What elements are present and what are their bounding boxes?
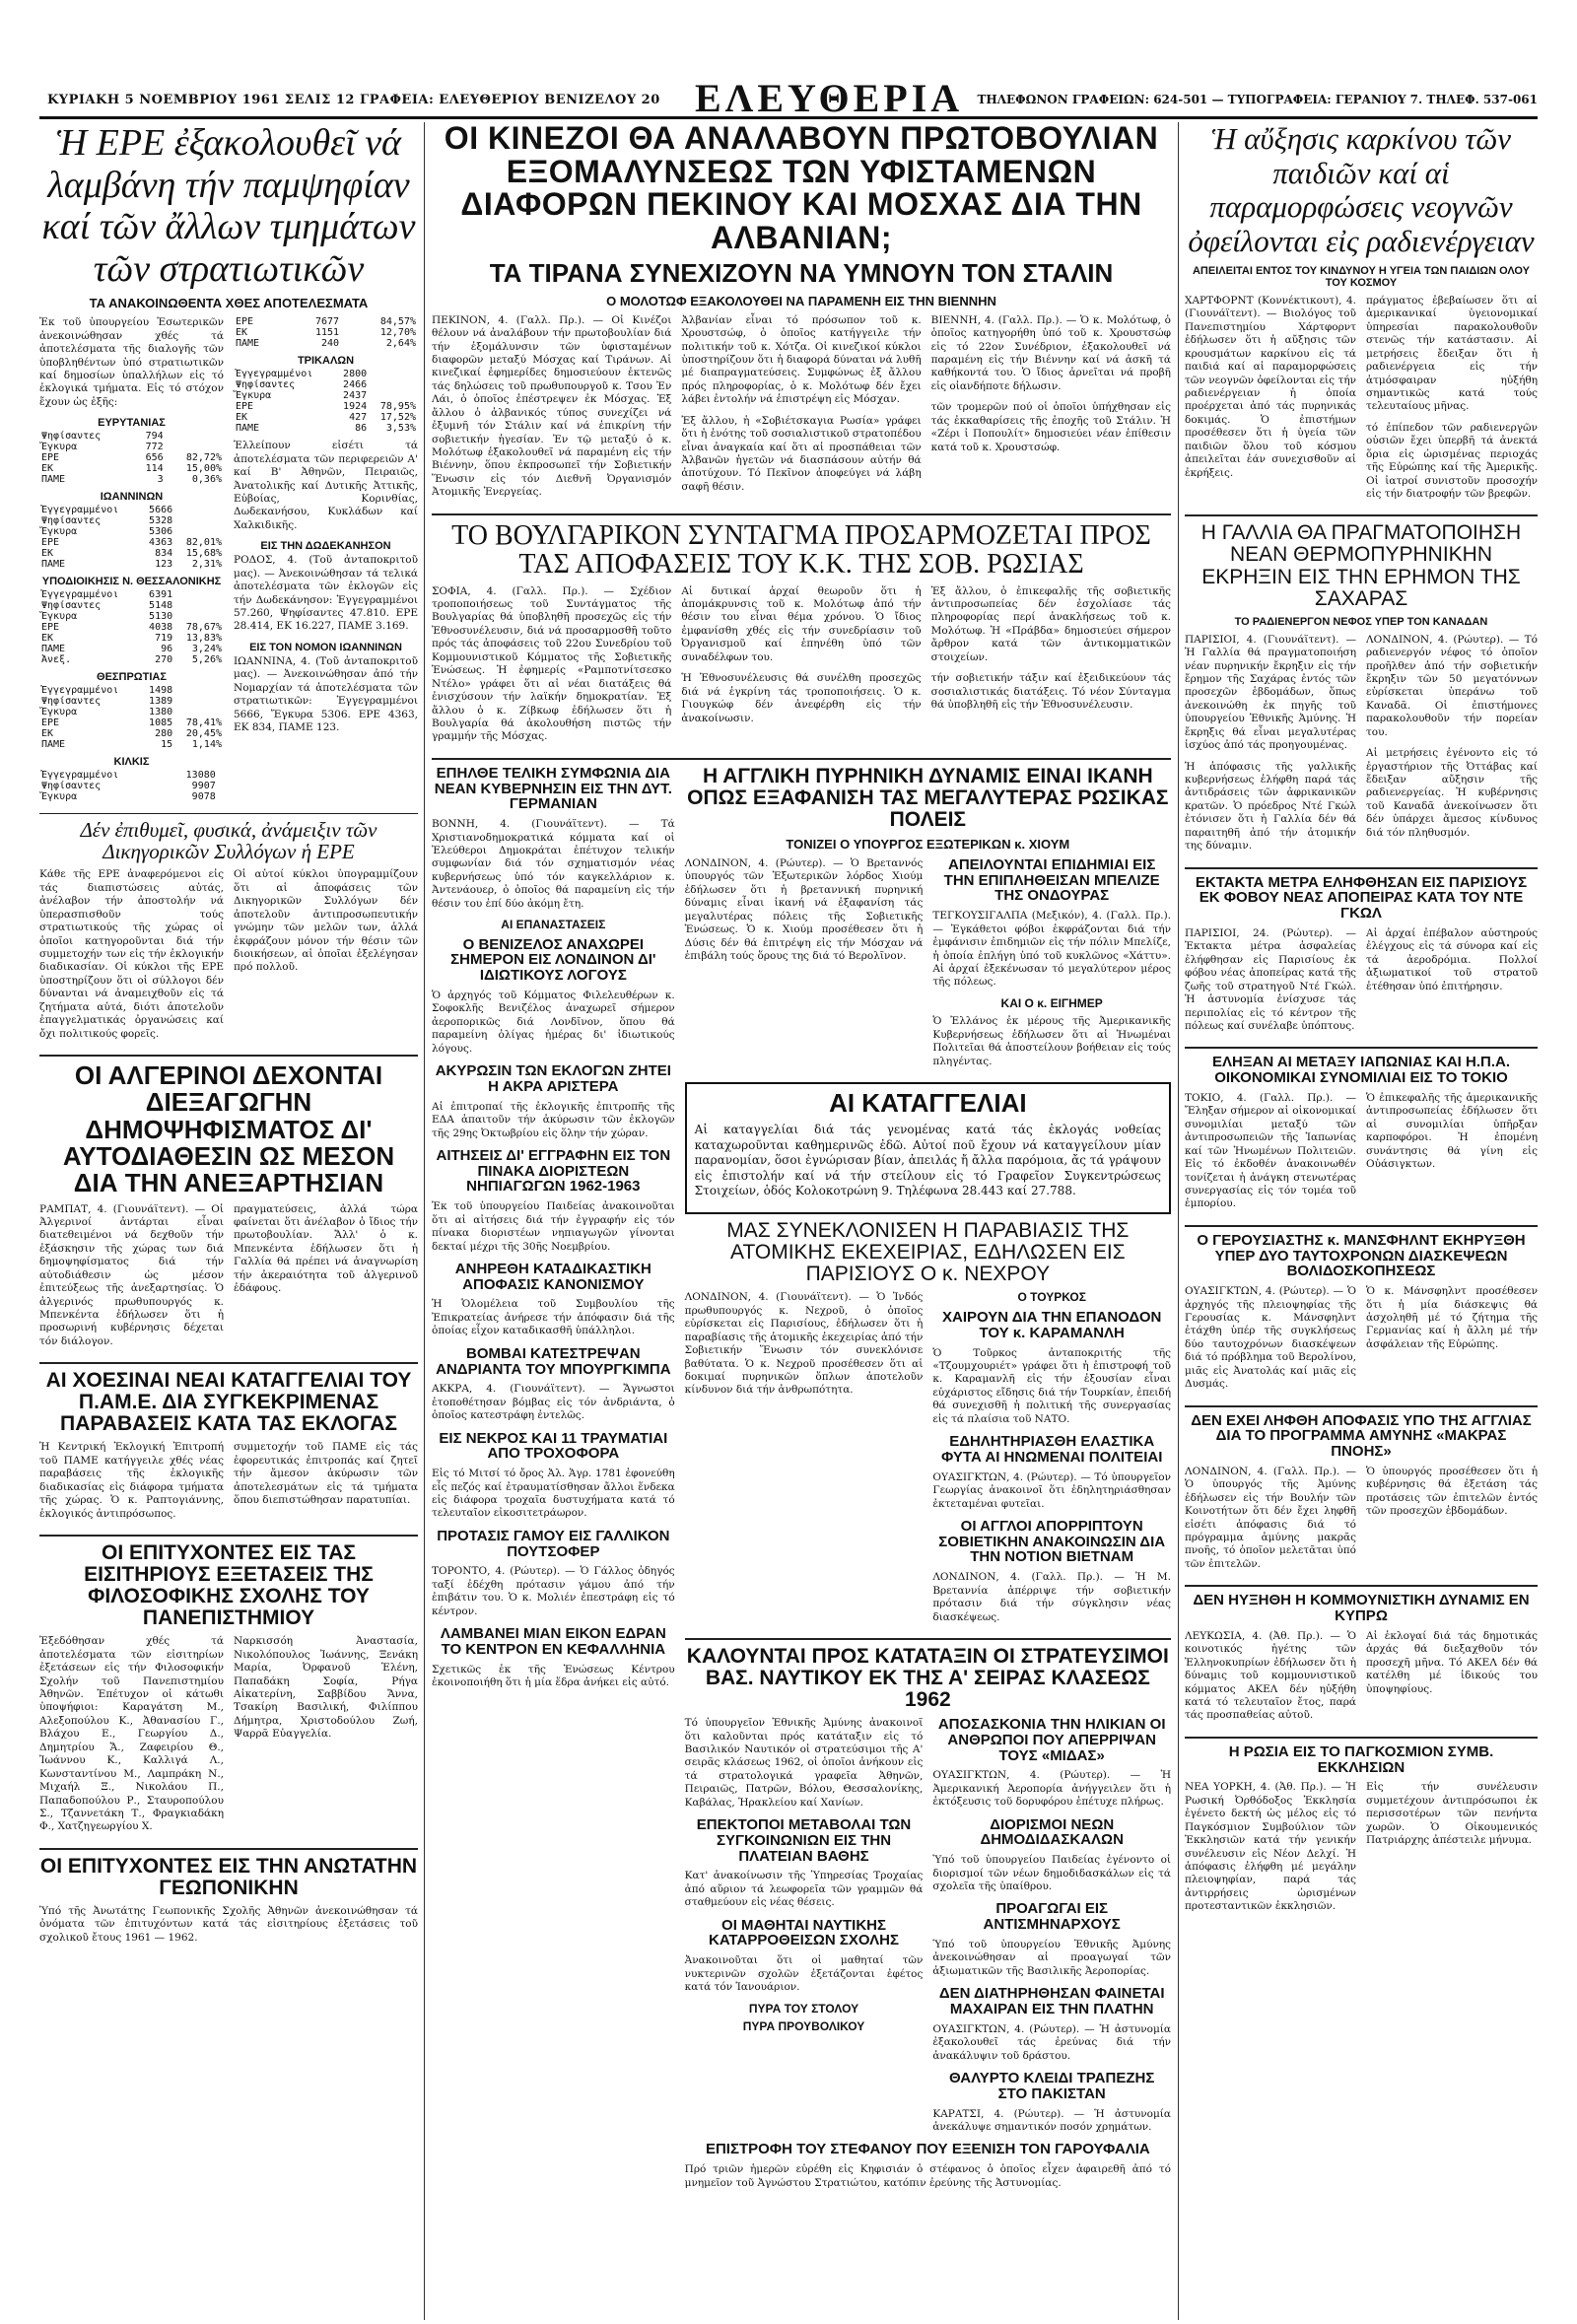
result-row <box>39 589 224 600</box>
article-body: ΛΟΝΔΙΝΟΝ, 4. (Ρώυτερ). — Τό ραδιενεργόν νέφος τό ὁποῖον προῆλθεν ἀπό τήν σοβιετικήν ἔκρηξιν τῶν 50 μεγατόννων εὑρίσκεται ὑπεράνω τοῦ Καναδᾶ. Οἱ ἐπιστήμονες παρακολουθοῦν τήν πορείαν του. <box>1366 633 1538 738</box>
result-row <box>39 611 224 622</box>
results-table <box>234 369 418 434</box>
headline-japan: ΕΛΗΞΑΝ ΑΙ ΜΕΤΑΞΥ ΙΑΠΩΝΙΑΣ ΚΑΙ Η.Π.Α. ΟΙΚΟΝΟΜΙΚΑΙ ΣΥΝΟΜΙΛΙΑΙ ΕΙΣ ΤΟ ΤΟΚΙΟ <box>1211 1054 1510 1087</box>
article-body: ΟΥΑΣΙΓΚΤΩΝ, 4. (Ρώυτερ). — Ἡ ἀστυνομία ἐξακολουθεῖ τάς ἐρεύνας διά τήν ἀνακάλυψιν τοῦ δράστου. <box>932 2022 1171 2062</box>
headline-nuclear: Η ΑΓΓΛΙΚΗ ΠΥΡΗΝΙΚΗ ΔΥΝΑΜΙΣ ΕΙΝΑΙ ΙΚΑΝΗ ΟΠΩΣ ΕΞΑΦΑΝΙΣΗ ΤΑΣ ΜΕΓΑΛΥΤΕΡΑΣ ΡΩΣΙΚΑΣ ΠΟΛΕΙΣ <box>687 764 1169 831</box>
result-row <box>39 781 224 791</box>
result-cell: 9078 <box>191 791 216 803</box>
column-left <box>39 122 418 2320</box>
result-cell: ΠΑΜΕ <box>41 644 66 655</box>
headline-lawyers: Δέν ἐπιθυμεῖ, φυσικά, ἀνάμειξιν τῶν Δικηγορικῶν Συλλόγων ἡ ΕΡΕ <box>80 818 377 864</box>
section-head: ΠΥΡΑ ΤΟΥ ΣΤΟΛΟΥ <box>748 2001 859 2016</box>
article-body: Αἱ μετρήσεις ἐγένοντο εἰς τό ἐργαστήριον τῆς Ὀττάβας καί ἔδειξαν αὔξησιν τῆς ραδιενεργείας. Ἡ κυβέρνησις τοῦ Καναδᾶ ἀνεκοίνωσεν ὅτι δέν ὑπάρχει ἄμεσος κίνδυνος διά τόν πληθυσμόν. <box>1366 747 1538 839</box>
result-cell: 15 <box>161 739 173 751</box>
result-cell <box>174 611 224 622</box>
result-cell: ΕΡΕ <box>41 622 60 634</box>
headline-cyprus: ΔΕΝ ΗΥΞΗΘΗ Η ΚΟΜΜΟΥΝΙΣΤΙΚΗ ΔΥΝΑΜΙΣ ΕΝ ΚΥΠΡΩ <box>1193 1592 1530 1625</box>
headline-nehru: ΜΑΣ ΣΥΝΕΚΛΟΝΙΣΕΝ Η ΠΑΡΑΒΙΑΣΙΣ ΤΗΣ ΑΤΟΜΙΚΗΣ ΕΚΕΧΕΙΡΙΑΣ, ΕΔΗΛΩΣΕΝ ΕΙΣ ΠΑΡΙΣΙΟΥΣ Ο κ. ΝΕΧΡΟΥ <box>726 1219 1130 1286</box>
article-body: Αἱ ἐπιτροπαί τῆς ἐκλογικῆς ἐπιτροπῆς τῆς ΕΔΑ ἀπαιτοῦν τήν ἀκύρωσιν τῶν ἐκλογῶν τῆς 29ης Ὀκτωβρίου εἰς ὅλην τήν χώραν. <box>432 1100 675 1139</box>
result-row <box>39 770 224 781</box>
result-row <box>234 327 418 338</box>
headline-france-nuclear: Η ΓΑΛΛΙΑ ΘΑ ΠΡΑΓΜΑΤΟΠΟΙΗΣΗ ΝΕΑΝ ΘΕΡΜΟΠΥΡΗΝΙΚΗΝ ΕΚΡΗΞΙΝ ΕΙΣ ΤΗΝ ΕΡΗΜΟΝ ΤΗΣ ΣΑΧΑΡΑΣ <box>1200 521 1522 610</box>
result-cell: 2437 <box>343 390 368 402</box>
result-row <box>39 463 224 474</box>
article-body: ΟΥΑΣΙΓΚΤΩΝ, 4. (Ρώυτερ). — Τό ὑπουργεῖον Γεωργίας ἀνακοινοῖ ὅτι ἐδηλητηριάσθησαν ἐκτεταμέναι φυτεῖαι. <box>932 1470 1171 1510</box>
headline-navy: ΚΑΛΟΥΝΤΑΙ ΠΡΟΣ ΚΑΤΑΤΑΞΙΝ ΟΙ ΣΤΡΑΤΕΥΣΙΜΟΙ ΒΑΣ. ΝΑΥΤΙΚΟΥ ΕΚ ΤΗΣ Α' ΣΕΙΡΑΣ ΚΛΑΣΕΩΣ 1962 <box>686 1644 1169 1712</box>
article-body: τήν σοβιετικήν τάξιν καί ἐξειδικεύουν τάς σοσιαλιστικάς διατάξεις. Τό νέον Σύνταγμα θά ὑποβληθῆ εἰς τήν Ἐθνοσυνέλευσιν. <box>930 672 1171 712</box>
article-body: ΠΕΚΙΝΟΝ, 4. (Γαλλ. Πρ.). — Οἱ Κινέζοι θέλουν νά ἀναλάβουν τήν πρωτοβουλίαν διά τήν ἐξομάλυνσιν τῶν ὑφισταμένων διαφορῶν μεταξύ Μόσχας καί Τιράνων. Αἱ κινεζικαί ἐφημερίδες δημοσιεύουν ἐκτενῶς τάς δηλώσεις τοῦ πρωθυπουργοῦ κ. Τσου Ἐν Λάι, ὁ ὁποῖος ἐπέστρεψεν ἐκ Μόσχας. Ἐξ ἄλλου ὁ ἀλβανικός τύπος συνεχίζει νά ἐξυμνῆ τόν Στάλιν καί νά ἐπικρίνη τήν σοβιετικήν ἡγεσίαν. Ἐν τῷ μεταξύ ὁ κ. Μολότωφ ἐξακολουθεῖ νά παραμένη εἰς τήν Βιέννην, ὅπου ἐκπροσωπεῖ τήν Σοβιετικήν Ἕνωσιν εἰς τόν Διεθνῆ Ὀργανισμόν Ἀτομικῆς Ἐνεργείας. <box>432 313 672 499</box>
article-body: Πρό τριῶν ἡμερῶν εὑρέθη εἰς Κηφισιάν ὁ στέφανος ὁ ὁποῖος εἶχεν ἀφαιρεθῆ ἀπό τό μνημεῖον τοῦ Ἀγνώστου Στρατιώτου, κατόπιν ἐρεύνης τῆς Ἀστυνομίας. <box>684 2163 1171 2189</box>
result-cell: 772 <box>145 442 164 453</box>
result-cell: Ψηφίσαντες <box>236 379 296 391</box>
article-body: Αἱ ἀρχαί ἐπέβαλον αὐστηρούς ἐλέγχους εἰς τά σύνορα καί εἰς τά ἀεροδρόμια. Πολλοί ἀξιωματικοί τοῦ στρατοῦ ἐτέθησαν ὑπό ἐπιτήρησιν. <box>1366 926 1538 992</box>
result-row <box>39 654 224 665</box>
result-cell: 82,01% <box>185 537 222 549</box>
article-body: ΤΕΓΚΟΥΣΙΓΑΛΠΑ (Μεξικόν), 4. (Γαλλ. Πρ.). — Ἐγκάθετοι φόβοι ἐκφράζονται διά τήν ἐμφάνισιν ἐπιδημιῶν εἰς τήν πόλιν Μπελίζε, ἡ ὁποία ἐπλήγη ὑπό τοῦ κυκλῶνος «Χάττυ». Αἱ ἀρχαί ἐξεκένωσαν τό μεγαλύτερον μέρος τῆς πόλεως. <box>932 910 1171 989</box>
result-cell: Ἀνεξ. <box>41 654 72 666</box>
headline-venizelos: Ο ΒΕΝΙΖΕΛΟΣ ΑΝΑΧΩΡΕΙ ΣΗΜΕΡΟΝ ΕΙΣ ΛΟΝΔΙΝΟΝ ΔΙ' ΙΔΙΩΤΙΚΟΥΣ ΛΟΓΟΥΣ <box>450 935 656 985</box>
article-body: Ὁ ὑπουργός προσέθεσεν ὅτι ἡ κυβέρνησις θά ἐξετάση τάς προτάσεις τῶν ἐπιτελῶν ἐντός τῶν προσεχῶν ἑβδομάδων. <box>1366 1465 1538 1518</box>
article-body: Ὑπό τοῦ ὑπουργείου Παιδείας ἐγένοντο οἱ διορισμοί τῶν νέων δημοδιδασκάλων εἰς τά σχολεῖα τῆς ὑπαίθρου. <box>932 1854 1171 1893</box>
article-body: Ἐξ ἄλλου, ὁ ἐπικεφαλῆς τῆς σοβιετικῆς ἀντιπροσωπείας δέν ἐσχολίασε τάς πληροφορίας περί ἀνακλήσεως τοῦ κ. Μολότωφ. Ἡ «Πράβδα» δημοσιεύει σήμερον ἄρθρον κατά τῶν ἀντικομματικῶν στοιχείων. <box>930 584 1171 663</box>
headline-algeria: ΟΙ ΑΛΓΕΡΙΝΟΙ ΔΕΧΟΝΤΑΙ ΔΙΕΞΑΓΩΓΗΝ ΔΗΜΟΨΗΦΙΣΜΑΤΟΣ ΔΙ' ΑΥΤΟΔΙΑΘΕΣΙΝ ΩΣ ΜΕΣΟΝ ΔΙΑ ΤΗΝ ΑΝΕΞΑΡΤΗΣΙΑΝ <box>62 1060 395 1198</box>
result-cell <box>174 696 224 707</box>
article-body: ΚΑΡΑΤΣΙ, 4. (Ρώυτερ). — Ἡ ἀστυνομία ἀνεκάλυψε σημαντικόν ποσόν χρημάτων. <box>932 2107 1171 2134</box>
result-row <box>39 600 224 611</box>
newspaper-title: ΕΛΕΥΘΕΡΙΑ <box>695 76 964 120</box>
result-cell: 13,83% <box>185 633 222 645</box>
result-cell: 3,24% <box>191 644 222 655</box>
result-cell: 13080 <box>185 770 216 782</box>
result-row <box>39 515 224 526</box>
article-body: Ὑπό τῆς Ἀνωτάτης Γεωπονικῆς Σχολῆς Ἀθηνῶν ἀνεκοινώθησαν τά ὀνόματα τῶν ἐπιτυχόντων κατά τάς εἰσιτηρίους ἐξετάσεις τοῦ σχολικοῦ ἔτους 1961 — 1962. <box>39 1904 418 1944</box>
article-body: ΧΑΡΤΦΟΡΝΤ (Κοννέκτικουτ), 4. (Γιουνάϊτεντ). — Βιολόγος τοῦ Πανεπιστημίου Χάρτφορντ ἐδήλωσεν ὅτι ἡ αὔξησις τῶν κρουσμάτων καρκίνου εἰς τά παιδιά καί αἱ παραμορφώσεις τῶν νεογνῶν ὀφείλονται εἰς τήν ραδιενέργειαν ἡ ὁποία προέρχεται ἀπό τάς πυρηνικάς δοκιμάς. Ὁ ἐπιστήμων προσέθεσεν ὅτι ἡ ὑγεία τῶν παιδιῶν ὅλου τοῦ κόσμου ἀπειλεῖται ἐάν συνεχισθοῦν αἱ ἐκρήξεις. <box>1185 294 1356 479</box>
article-body: Αἱ ἐκλογαί διά τάς δημοτικάς ἀρχάς θά διεξαχθοῦν τόν προσεχῆ μῆνα. Τό ΑΚΕΛ δέν θά κατέλθη μέ ἰδικούς του ὑποψηφίους. <box>1366 1629 1538 1695</box>
result-cell: ΕΚ <box>41 633 54 645</box>
article-body: ΤΟΡΟΝΤΟ, 4. (Ρώυτερ). — Ὁ Γάλλος ὁδηγός ταξί ἐδέχθη πρότασιν γάμου ἀπό τήν ἐπιβάτιν του. Ὁ κ. Μολιέν ἐπεστράφη εἰς τό κέντρον. <box>432 1565 675 1617</box>
section-head: ΙΩΑΝΝΙΝΩΝ <box>100 491 164 504</box>
result-cell: 5148 <box>149 600 173 612</box>
result-row <box>39 644 224 654</box>
result-cell <box>166 431 224 442</box>
column-right <box>1185 122 1538 2320</box>
result-row <box>234 412 418 423</box>
result-cell: ΕΡΕ <box>236 316 254 328</box>
result-cell: ΕΚ <box>41 548 54 560</box>
result-row <box>39 685 224 696</box>
result-row <box>39 696 224 707</box>
result-row <box>234 379 418 390</box>
result-cell <box>218 781 224 791</box>
article-body: Αἱ δυτικαί ἀρχαί θεωροῦν ὅτι ἡ ἀπομάκρυνσις τοῦ κ. Μολότωφ ἀπό τήν θέσιν του εἶναι θέμα χρόνου. Ὁ ἴδιος ἐμφανίσθη χθές εἰς τήν συνεδρίασιν τοῦ Ὀργανισμοῦ καί ἐπηνέθη ὑπό τῶν συναδέλφων του. <box>681 584 922 663</box>
box-body: Αἱ καταγγελίαι διά τάς γενομένας κατά τάς ἐκλογάς νοθείας καταχωροῦνται καθημερινῶς ἐδῶ. Αὐτοί ποῦ ἔχουν νά καταγγείλουν μίαν παρανομίαν, ὅσοι ἐγνώρισαν βίαν, ἀπειλάς ἤ ἄλλα παρόμοια, ἄς τά γράψουν εἰς ἐπιστολήν καί νά τήν στείλουν εἰς τό Γραφεῖον Συγκεντρώσεως Στοιχείων, ὁδός Κολοκοτρώνη 9. Τηλέφωνα 28.443 καί 27.788. <box>694 1123 1161 1197</box>
result-row <box>39 474 224 485</box>
result-row <box>39 431 224 442</box>
result-cell: ΕΡΕ <box>41 537 60 549</box>
results-table <box>39 431 224 485</box>
section-head: ΕΥΡΥΤΑΝΙΑΣ <box>98 417 166 430</box>
result-row <box>234 316 418 327</box>
result-row <box>39 452 224 463</box>
headline-tirana: ΤΑ ΤΙΡΑΝΑ ΣΥΝΕΧΙΖΟΥΝ ΝΑ ΥΜΝΟΥΝ ΤΟΝ ΣΤΑΛΙΝ <box>489 258 1114 289</box>
result-cell <box>218 791 224 802</box>
result-cell: ΠΑΜΕ <box>41 474 66 486</box>
result-cell: 1085 <box>149 718 173 729</box>
headline-cancer: Ἡ αὔξησις καρκίνου τῶν παιδιῶν καί αἱ παραμορφώσεις νεογνῶν ὀφείλονται εἰς ραδιενέργειαν <box>1188 122 1535 259</box>
result-cell: Ἔγκυρα <box>41 707 78 718</box>
article-body: ΡΟΔΟΣ, 4. (Τοῦ ἀνταποκριτοῦ μας). — Ἀνεκοινώθησαν τά τελικά ἀποτελέσματα τῶν ἐκλογῶν εἰς τήν Δωδεκάνησον: Ἐγγεγραμμένοι 57.260, Ψηφίσαντες 47.810. ΕΡΕ 28.414, ΕΚ 16.227, ΠΑΜΕ 3.169. <box>234 554 418 633</box>
result-cell: Ἔγκυρα <box>41 611 78 623</box>
result-cell: 2466 <box>343 379 368 391</box>
article-body: Ἐκ τοῦ ὑπουργείου Παιδείας ἀνακοινοῦται ὅτι αἱ αἰτήσεις διά τήν ἐγγραφήν εἰς τόν πίνακα διοριστέων νηπιαγωγῶν γίνονται δεκταί μέχρι τῆς 30ῆς Νοεμβρίου. <box>432 1200 675 1253</box>
headline-wreath: ΕΠΙΣΤΡΟΦΗ ΤΟΥ ΣΤΕΦΑΝΟΥ ΠΟΥ ΕΞΕΝΙΣΗ ΤΟΝ ΓΑΡΟΥΦΑΛΙΑ <box>705 2141 1150 2158</box>
result-cell: 656 <box>145 452 164 464</box>
article-body: ΒΟΝΝΗ, 4. (Γιουνάϊτεντ). — Τά Χριστιανοδημοκρατικά κόμματα καί οἱ Ἐλεύθεροι Δημοκράται ἐπέτυχον τελικήν συμφωνίαν διά τόν σχηματισμόν νέας κυβερνήσεως ὑπό τόν καγκελλάριον κ. Ἀντενάουερ, ὁ ὁποῖος θά παραμείνη εἰς τήν θέσιν του ἐπί δύο ἀκόμη ἔτη. <box>432 818 675 910</box>
result-cell <box>174 685 224 696</box>
article-body: ΣΟΦΙΑ, 4. (Γαλλ. Πρ.). — Σχέδιον τροποποιήσεως τοῦ Συντάγματος τῆς Βουλγαρίας θά ὑποβληθῆ προσεχῶς εἰς τήν Ἐθνοσυνέλευσιν, διά νά προσαρμοσθῆ τοῦτο πρός τάς ἀποφάσεις τοῦ 22ου Συνεδρίου τοῦ Κομμουνιστικοῦ Κόμματος τῆς Σοβιετικῆς Ἑνώσεως. Ἡ ἐφημερίς «Ραμποτνίτσεσκο Ντέλο» γράφει ὅτι αἱ νέαι διατάξεις θά ἐνισχύσουν τήν λαϊκήν δημοκρατίαν. Ἐξ ἄλλου ὁ κ. Ζίβκωφ ἐδήλωσεν ὅτι ἡ Βουλγαρία θά ἀκολουθήση πιστῶς τήν γραμμήν τῆς Μόσχας. <box>432 584 672 743</box>
section-head: ΚΑΙ Ο κ. ΕΙΓΗΜΕΡ <box>1000 995 1103 1010</box>
headline-vietnam: ΟΙ ΑΓΓΛΟΙ ΑΠΟΡΡΙΠΤΟΥΝ ΣΟΒΙΕΤΙΚΗΝ ΑΝΑΚΟΙΝΩΣΙΝ ΔΙΑ ΤΗΝ ΝΟΤΙΟΝ ΒΙΕΤΝΑΜ <box>938 1517 1166 1566</box>
article-body: Ὁ ἀρχηγός τοῦ Κόμματος Φιλελευθέρων κ. Σοφοκλῆς Βενιζέλος ἀναχωρεῖ σήμερον ἀεροπορικῶς διά Λονδῖνον, ὅπου θά παραμείνη ὀλίγας ἡμέρας δι' ἰδιωτικούς λόγους. <box>432 989 675 1055</box>
article-body: Ὁ κ. Μάνσφηλντ προσέθεσεν ὅτι ἡ μία διάσκεψις θά ἀσχοληθῆ μέ τό ζήτημα τῆς Γερμανίας καί ἡ ἄλλη μέ τήν ἀσφάλειαν τῆς Εὐρώπης. <box>1366 1285 1538 1350</box>
headline-ere: Ἡ ΕΡΕ ἐξακολουθεῖ νά λαμβάνη τήν παμψηφίαν καί τῶν ἄλλων τμημάτων τῶν στρατιωτικῶν <box>41 122 416 290</box>
result-cell: 114 <box>145 463 164 475</box>
result-cell: 5,26% <box>191 654 222 666</box>
result-cell <box>369 369 418 379</box>
result-row <box>39 537 224 548</box>
headline-philosophy: ΟΙ ΕΠΙΤΥΧΟΝΤΕΣ ΕΙΣ ΤΑΣ ΕΙΣΙΤΗΡΙΟΥΣ ΕΞΕΤΑΣΕΙΣ ΤΗΣ ΦΙΛΟΣΟΦΙΚΗΣ ΣΧΟΛΗΣ ΤΟΥ ΠΑΝΕΠΙΣΤΗΜΙΟΥ <box>84 1541 374 1630</box>
result-cell <box>174 707 224 718</box>
section-head: ΑΙ ΕΠΑΝΑΣΤΑΣΕΙΣ <box>501 918 606 932</box>
article-body: Ἐξ ἄλλου, ἡ «Σοβιέτσκαγια Ρωσία» γράφει ὅτι ἡ ἑνότης τοῦ σοσιαλιστικοῦ στρατοπέδου εἶναι ἀναγκαία καί ὅτι αἱ προσπάθειαι τῶν Ἀλβανῶν ἡγετῶν νά διασπάσουν αὐτήν θά ἀποτύχουν. Τό Πεκῖνον ἀποφεύγει νά λάβη σαφῆ θέσιν. <box>681 414 922 493</box>
headline-turkish: ΧΑΙΡΟΥΝ ΔΙΑ ΤΗΝ ΕΠΑΝΟΔΟΝ ΤΟΥ κ. ΚΑΡΑΜΑΝΛΗ <box>942 1309 1162 1341</box>
article-body: Ἡ ἀπόφασις τῆς γαλλικῆς κυβερνήσεως ἐλήφθη παρά τάς ἀντιδράσεις τῶν ἀφρικανικῶν κρατῶν. Ὁ πρόεδρος Ντέ Γκώλ ἐτόνισεν ὅτι ἡ Γαλλία δέν θά παραιτηθῆ ἀπό τήν ἀτομικήν της δύναμιν. <box>1185 760 1356 853</box>
result-cell: ΕΚ <box>236 412 248 424</box>
headline-plants: ΕΔΗΛΗΤΗΡΙΑΣΘΗ ΕΛΑΣΤΙΚΑ ΦΥΤΑ ΑΙ ΗΝΩΜΕΝΑΙ ΠΟΛΙΤΕΙΑΙ <box>941 1433 1163 1466</box>
article-body: Ὑπό τοῦ ὑπουργείου Ἐθνικῆς Ἀμύνης ἀνεκοινώθησαν αἱ προαγωγαί τῶν ἀξιωματικῶν τῆς Βασιλικῆς Ἀεροπορίας. <box>932 1938 1171 1977</box>
masthead <box>39 77 1538 119</box>
result-cell: 834 <box>155 548 173 560</box>
result-row <box>39 622 224 633</box>
article-body: Ἀνακοινοῦται ὅτι οἱ μαθηταί τῶν νυκτερινῶν σχολῶν ἐξετάζονται ἐφέτος κατά τόν Ἰανουάριον. <box>684 1954 924 1994</box>
article-body: Ἐξεδόθησαν χθές τά ἀποτελέσματα τῶν εἰσιτηρίων ἐξετάσεων εἰς τήν Φιλοσοφικήν Σχολήν τοῦ Πανεπιστημίου Ἀθηνῶν. Ἐπέτυχον οἱ κάτωθι ὑποψήφιοι: Καραγάτση Μ., Αλεξοπούλου Κ., Ἀθανασίου Γ., Βλάχου Ε., Γεωργίου Δ., Δημητρίου Ἄ., Ζαφειρίου Θ., Ἰωάννου Κ., Καλλιγά Λ., Κωνσταντίνου Μ., Λαμπράκη Ν., Μιχαήλ Ξ., Νικολάου Π., Παπαδοπούλου Ρ., Σταυροπούλου Σ., Τζαννετάκη Τ., Φραγκιαδάκη Φ., Χατζηγεωργίου Χ. <box>39 1635 224 1833</box>
headline-kindergarten: ΑΙΤΗΣΕΙΣ ΔΙ' ΕΓΓΡΑΦΗΝ ΕΙΣ ΤΟΝ ΠΙΝΑΚΑ ΔΙΟΡΙΣΤΕΩΝ ΝΗΠΙΑΓΩΓΩΝ 1962-1963 <box>436 1146 671 1196</box>
article-body: Ἡ Ἐθνοσυνέλευσις θά συνέλθη προσεχῶς διά νά ἐγκρίνη τάς τροποποιήσεις. Ὁ κ. Γιουγκώφ δέν ἀνεφέρθη εἰς τήν ἀνακοίνωσιν. <box>681 672 922 724</box>
article-body: ΒΙΕΝΝΗ, 4. (Γαλλ. Πρ.). — Ὁ κ. Μολότωφ, ὁ ὁποῖος κατηγορήθη ὑπό τοῦ κ. Χρουστσώφ εἰς τό 22ον Συνέδριον, ἐξακολουθεῖ νά παραμένη εἰς τήν Βιέννην καί νά ἀσκῆ τά καθήκοντά του. Ὁ ἴδιος ἀρνεῖται νά προβῆ εἰς οἱανδήποτε δήλωσιν. <box>930 313 1171 392</box>
result-cell: 78,95% <box>379 401 416 413</box>
result-cell: Ἐγγεγραμμένοι <box>236 369 313 380</box>
box-title: ΑΙ ΚΑΤΑΓΓΕΛΙΑΙ <box>829 1088 1027 1119</box>
headline-china: ΟΙ ΚΙΝΕΖΟΙ ΘΑ ΑΝΑΛΑΒΟΥΝ ΠΡΩΤΟΒΟΥΛΙΑΝ ΕΞΟΜΑΛΥΝΣΕΩΣ ΤΩΝ ΥΦΙΣΤΑΜΕΝΩΝ ΔΙΑΦΟΡΩΝ ΠΕΚΙΝΟΥ ΚΑΙ ΜΟΣΧΑΣ ΔΙΑ ΤΗΝ ΑΛΒΑΝΙΑΝ; <box>444 122 1159 255</box>
results-table <box>39 505 224 570</box>
headline-decision: ΑΝΗΡΕΘΗ ΚΑΤΑΔΙΚΑΣΤΙΚΗ ΑΠΟΦΑΣΙΣ ΚΑΝΟΝΙΣΜΟΥ <box>454 1260 651 1293</box>
result-cell: 1,14% <box>191 739 222 751</box>
headline-de-gaulle: ΕΚΤΑΚΤΑ ΜΕΤΡΑ ΕΛΗΦΘΗΣΑΝ ΕΙΣ ΠΑΡΙΣΙΟΥΣ ΕΚ ΦΟΒΟΥ ΝΕΑΣ ΑΠΟΠΕΙΡΑΣ ΚΑΤΑ ΤΟΥ ΝΤΕ ΓΚΩΛ <box>1195 873 1528 923</box>
article-body: ΟΥΑΣΙΓΚΤΩΝ, 4. (Ρώυτερ). — Ἡ Ἀμερικανική Ἀεροπορία ἀνήγγειλεν ὅτι ἡ ἐκτόξευσις τοῦ δορυφόρου ἐπέτυχε πλήρως. <box>932 1769 1171 1809</box>
article-body: Ἡ Κεντρική Ἐκλογική Ἐπιτροπή τοῦ ΠΑΜΕ κατήγγειλε χθές νέας παραβάσεις τῆς ἐκλογικῆς διαδικασίας εἰς διάφορα τμήματα τῆς χώρας. Ὁ κ. Ραπτογιάννης, ἐκλογικός ἀντιπρόσωπος. <box>39 1441 224 1520</box>
result-cell: 84,57% <box>379 316 416 328</box>
result-cell: Ἔγκυρα <box>236 390 272 402</box>
masthead-phone-line: ΤΗΛΕΦΩΝΟΝ ΓΡΑΦΕΙΩΝ: 624-501 — ΤΥΠΟΓΡΑΦΕΙΑ: ΓΕΡΑΝΙΟΥ 7. ΤΗΛΕΦ. 537-061 <box>977 93 1538 106</box>
headline-midas: ΑΠΟΣΑΣΚΟΝΙΑ ΤΗΝ ΗΛΙΚΙΑΝ ΟΙ ΑΝΘΡΩΠΟΙ ΠΟΥ ΑΠΕΡΡΙΨΑΝ ΤΟΥΣ «ΜΙΔΑΣ» <box>937 1716 1166 1764</box>
section-head: Ο ΤΟΥΡΚΟΣ <box>1017 1290 1086 1305</box>
result-cell: 3,53% <box>385 423 416 435</box>
result-cell <box>369 379 418 390</box>
result-cell: 5328 <box>149 515 173 527</box>
article-intro: Ἐκ τοῦ ὑπουργείου Ἐσωτερικῶν ἀνεκοινώθησαν χθές τά ἀποτελέσματα τῆς διαλογῆς τῶν ὑποβληθέντων ὑπό στρατιωτικῶν καί δημοσίων ὑπαλλήλων εἰς τό ἐκλογικά τμήματα. Εἰς τό στόχον ἔχουν ὡς ἑξῆς: <box>39 316 224 408</box>
results-table <box>39 589 224 665</box>
result-cell: 6391 <box>149 589 173 601</box>
result-cell: 1498 <box>149 685 173 697</box>
headline-knife: ΔΕΝ ΔΙΑΤΗΡΗΘΗΣΑΝ ΦΑΙΝΕΤΑΙ ΜΑΧΑΙΡΑΝ ΕΙΣ ΤΗΝ ΠΛΑΤΗΝ <box>938 1985 1165 2018</box>
section-head: ΕΙΣ ΤΟΝ ΝΟΜΟΝ ΙΩΑΝΝΙΝΩΝ <box>249 641 402 653</box>
result-cell: 78,67% <box>185 622 222 634</box>
result-cell: Ψηφίσαντες <box>41 515 102 527</box>
result-cell <box>174 526 224 537</box>
headline-mansfield: Ο ΓΕΡΟΥΣΙΑΣΤΗΣ κ. ΜΑΝΣΦΗΛΝΤ ΕΚΗΡΥΞΘΗ ΥΠΕΡ ΔΥΟ ΤΑΥΤΟΧΡΟΝΩΝ ΔΙΑΣΚΕΨΕΩΝ ΒΟΛΙΔΟΣΚΟΠΗΣΕΩΣ <box>1197 1231 1526 1280</box>
section-head: ΤΡΙΚΑΛΩΝ <box>297 355 355 368</box>
result-cell: ΕΚ <box>41 463 54 475</box>
result-cell <box>174 515 224 526</box>
result-cell: ΕΡΕ <box>41 718 60 729</box>
article-body: τῶν τρομερῶν πού οἱ ὁποῖοι ὑπήχθησαν εἰς τάς ἐκκαθαρίσεις τῆς ἐποχῆς τοῦ Στάλιν. Ἡ «Ζέρι ἰ Ποπουλίτ» δημοσιεύει νέαν ἐπίθεσιν κατά τοῦ κ. Χρουστσώφ. <box>930 401 1171 453</box>
result-cell: 1151 <box>314 327 340 339</box>
article-body: ΠΑΡΙΣΙΟΙ, 24. (Ρώυτερ). — Ἐκτακτα μέτρα ἀσφαλείας ἐλήφθησαν εἰς Παρισίους ἐκ φόβου νέας ἀποπείρας κατά τῆς ζωῆς τοῦ στρατηγοῦ Ντέ Γκώλ. Ἡ ἀστυνομία ἐνίσχυσε τάς περιπολίας εἰς τό κέντρον τῆς πόλεως καί συνέλαβε ὑπόπτους. <box>1185 926 1356 1032</box>
result-row <box>234 338 418 349</box>
article-body: ΠΑΡΙΣΙΟΙ, 4. (Γιουνάϊτεντ). — Ἡ Γαλλία θά πραγματοποιήση νέαν πυρηνικήν ἔκρηξιν εἰς τήν ἔρημον τῆς Σαχάρας ἐντός τῶν προσεχῶν ἑβδομάδων, ὅπως ἀνεκοινώθη ἐκ πηγῆς τοῦ ὑπουργείου Ἐθνικῆς Ἀμύνης. Ἡ ἔκρηξις θά εἶναι μεγαλυτέρας ἰσχύος ἀπό τάς προηγουμένας. <box>1185 633 1356 752</box>
result-row <box>39 442 224 452</box>
article-body: ΛΟΝΔΙΝΟΝ, 4. (Γιουνάϊτεντ). — Ὁ Ἰνδός πρωθυπουργός κ. Νεχροῦ, ὁ ὁποῖος εὑρίσκεται εἰς Παρισίους, ἐδήλωσεν ὅτι ἡ παραβίασις τῆς ἀτομικῆς ἐκεχειρίας ἀπό τήν Σοβιετικήν Ἕνωσιν τόν συνεκλόνισε βαθύτατα. Ὁ κ. Νεχροῦ προσέθεσεν ὅτι αἱ δοκιμαί πυρηνικῶν ὅπλων ἀποτελοῦν κίνδυνον διά τήν ἀνθρωπότητα. <box>684 1291 924 1397</box>
article-body: Ἀλβανίαν εἶναι τό πρόσωπον τοῦ κ. Χρουστσώφ, ὁ ὁποῖος κατήγγειλε τήν πολιτικήν τοῦ κ. Χότζα. Οἱ κινεζικοί κύκλοι ὑποστηρίζουν ὅτι ἡ διαφορά δύναται νά λυθῆ μέ διαπραγματεύσεις. Συμφώνως ἐξ ἄλλου πρός πληροφορίας, ὁ κ. Μολότωφ δέν ἔχει λάβει ἐντολήν νά ἐπιστρέψη εἰς Μόσχαν. <box>681 313 922 406</box>
column-center <box>432 122 1171 2320</box>
complaints-box <box>685 1082 1171 1214</box>
headline-students: ΟΙ ΜΑΘΗΤΑΙ ΝΑΥΤΙΚΗΣ ΚΑΤΑΡΡΟΘΕΙΣΩΝ ΣΧΟΛΗΣ <box>709 1916 899 1949</box>
result-cell: Ἔγκυρα <box>41 526 78 538</box>
headline-kefallinia: ΛΑΜΒΑΝΕΙ ΜΙΑΝ ΕΙΚΟΝ ΕΔΡΑΝ ΤΟ ΚΕΝΤΡΟΝ ΕΝ ΚΕΦΑΛΛΗΝΙΑ <box>440 1625 666 1658</box>
results-table <box>234 316 418 349</box>
result-cell: 1924 <box>343 401 368 413</box>
article-body: Κατ' ἀνακοίνωσιν τῆς Ὑπηρεσίας Τροχαίας ἀπό αὔριον τά λεωφορεῖα τῶν γραμμῶν θά σταθμεύουν εἰς νέας θέσεις. <box>684 1870 924 1909</box>
article-body: ΛΟΝΔΙΝΟΝ, 4. (Γαλλ. Πρ.). — Ἡ Μ. Βρεταννία ἀπέρριψε τήν σοβιετικήν πρότασιν διά τήν σύγκλησιν νέας διασκέψεως. <box>932 1571 1171 1623</box>
result-cell: 5306 <box>149 526 173 538</box>
headline-defence: ΔΕΝ ΕΧΕΙ ΛΗΦΘΗ ΑΠΟΦΑΣΙΣ ΥΠΟ ΤΗΣ ΑΓΓΛΙΑΣ ΔΙΑ ΤΟ ΠΡΟΓΡΑΜΜΑ ΑΜΥΝΗΣ «ΜΑΚΡΑΣ ΠΝΟΗΣ» <box>1191 1411 1532 1461</box>
article-body: ΟΥΑΣΙΓΚΤΩΝ, 4. (Ρώυτερ). — Ὁ ἀρχηγός τῆς πλειοψηφίας τῆς Γερουσίας κ. Μάνσφηλντ ἐτάχθη ὑπέρ τῆς συγκλήσεως δύο ταυτοχρόνων διασκέψεων διά τό πρόβλημα τοῦ Βερολίνου, μιᾶς εἰς Ἀνατολάς καί μιᾶς εἰς Δυσμάς. <box>1185 1285 1356 1391</box>
result-cell: 2,31% <box>191 559 222 571</box>
article-body: Εἰς τό Μιτσί τό ὄρος Ἀλ. Ἁγρ. 1781 ἐφονεύθη εἷς πεζός καί ἐτραυματίσθησαν ἄλλοι ἕνδεκα εἰς διάφορα τροχαῖα δυστυχήματα κατά τό τελευταῖον εἰκοσιτετράωρον. <box>432 1468 675 1520</box>
result-cell: Ψηφίσαντες <box>41 781 102 792</box>
result-cell: 15,68% <box>185 548 222 560</box>
article-body: συμμετοχήν τοῦ ΠΑΜΕ εἰς τάς ἐφορευτικάς ἐπιτροπάς καί ζητεῖ τήν ἄμεσον ἀκύρωσιν τῶν ἀποτελεσμάτων εἰς τά τμήματα ὅπου διεπιστώθησαν παρατυπίαι. <box>234 1441 418 1507</box>
result-cell <box>166 442 224 452</box>
result-cell <box>218 770 224 781</box>
result-cell: 2,64% <box>385 338 416 350</box>
result-cell: 280 <box>155 728 173 740</box>
headline-pakistan: ΘΑΛΥΡΤΟ ΚΛΕΙΔΙ ΤΡΑΠΕΖΗΣ ΣΤΟ ΠΑΚΙΣΤΑΝ <box>949 2070 1155 2102</box>
article-body: Οἱ αὐτοί κύκλοι ὑπογραμμίζουν ὅτι αἱ ἀποφάσεις τῶν Δικηγορικῶν Συλλόγων δέν ἀποτελοῦν ἀντιπροσωπευτικήν γνώμην τῶν μελῶν των, ἀλλά ἐκφράζουν μόνον τήν θέσιν τῶν διοικήσεων, αἱ ὁποῖαι ἐξελέγησαν πρό πολλοῦ. <box>234 868 418 974</box>
result-cell: 270 <box>155 654 173 666</box>
result-cell: Ἐγγεγραμμένοι <box>41 505 119 516</box>
result-cell <box>174 505 224 515</box>
section-head: ΕΙΣ ΤΗΝ ΔΩΔΕΚΑΝΗΣΟΝ <box>260 540 391 553</box>
headline-marriage: ΠΡΟΤΑΣΙΣ ΓΑΜΟΥ ΕΙΣ ΓΑΛΛΙΚΟΝ ΠΟΥΤΣΟΦΕΡ <box>437 1527 670 1560</box>
article-body: Τό ὑπουργεῖον Ἐθνικῆς Ἀμύνης ἀνακοινοῖ ὅτι καλοῦνται πρός κατάταξιν εἰς τό Βασιλικόν Ναυτικόν οἱ στρατεύσιμοι τῆς Α' σειρᾶς κλάσεως 1962, οἱ ὁποῖοι ἀνήκουν εἰς τά στρατολογικά γραφεῖα Ἀθηνῶν, Πειραιῶς, Πατρῶν, Βόλου, Θεσσαλονίκης, Καβάλας, Ἡρακλείου καί Χανίων. <box>684 1717 924 1809</box>
result-row <box>39 718 224 728</box>
subheadline-hume: ΤΟΝΙΖΕΙ Ο ΥΠΟΥΡΓΟΣ ΕΞΩΤΕΡΙΚΩΝ κ. ΧΙΟΥΜ <box>786 836 1070 852</box>
result-cell: 427 <box>349 412 368 424</box>
result-cell: Ἔγκυρα <box>41 791 78 803</box>
result-cell: 240 <box>321 338 340 350</box>
result-cell: 20,45% <box>185 728 222 740</box>
subheadline-molotov: Ο ΜΟΛΟΤΩΦ ΕΞΑΚΟΛΟΥΘΕΙ ΝΑ ΠΑΡΑΜΕΝΗ ΕΙΣ ΤΗΝ ΒΙΕΝΝΗΝ <box>606 293 996 308</box>
article-body: Ὁ ἐπικεφαλῆς τῆς ἀμερικανικῆς ἀντιπροσωπείας ἐδήλωσεν ὅτι αἱ συνομιλίαι ὑπῆρξαν καρποφόροι. Ἡ ἐπομένη συνάντησις θά γίνη εἰς Οὐάσιγκτων. <box>1366 1091 1538 1171</box>
result-row <box>39 559 224 570</box>
result-row <box>39 739 224 750</box>
article-body: Εἰς τήν συνέλευσιν συμμετέχουν ἀντιπρόσωποι ἐκ περισσοτέρων τῶν πενήντα χωρῶν. Ὁ Οἰκουμενικός Πατριάρχης ἀπέστειλε μήνυμα. <box>1366 1781 1538 1847</box>
headline-bombs: ΒΟΜΒΑΙ ΚΑΤΕΣΤΡΕΨΑΝ ΑΝΔΡΙΑΝΤΑ ΤΟΥ ΜΠΟΥΡΓΚΙΜΠΑ <box>436 1344 671 1378</box>
result-cell: Ψηφίσαντες <box>41 431 102 443</box>
result-cell: 5130 <box>149 611 173 623</box>
article-body: ΝΕΑ ΥΟΡΚΗ, 4. (Ἀθ. Πρ.). — Ἡ Ρωσική Ὀρθόδοξος Ἐκκλησία ἐγένετο δεκτή ὡς μέλος εἰς τό Παγκόσμιον Συμβούλιον τῶν Ἐκκλησιῶν κατά τήν γενικήν συνέλευσιν εἰς Νέον Δελχί. Ἡ ἀπόφασις ἐλήφθη μέ μεγάλην πλειοψηφίαν, παρά τάς ἀντιρρήσεις ὡρισμένων προτεσταντικῶν ἐκκλησιῶν. <box>1185 1781 1356 1913</box>
result-row <box>39 548 224 559</box>
article-body: Κάθε τῆς ΕΡΕ ἀναφερόμενοι εἰς τάς διαπιστώσεις αὐτάς, ἀνέλαβον τήν ἀποστολήν νά ὑπερασπισθοῦν τούς στρατιωτικούς τῆς χώρας οἱ ὁποῖοι κατηγοροῦνται διά τήν συμμετοχήν των εἰς τήν ἐκλογικήν διαδικασίαν. Οἱ κύκλοι τῆς ΕΡΕ ὑποστηρίζουν ὅτι οἱ σύλλογοι δέν δύνανται νά ἀναμειχθοῦν εἰς τά ζητήματα αὐτά, διότι ἀποτελοῦν ἐπαγγελματικάς ὀργανώσεις καί ὄχι πολιτικούς φορεῖς. <box>39 868 224 1040</box>
result-cell: ΕΡΕ <box>41 452 60 464</box>
article-body: Ἡ Ὁλομέλεια τοῦ Συμβουλίου τῆς Ἐπικρατείας ἀνήρεσε τήν ἀπόφασιν διά τῆς ὁποίας εἶχον καταδικασθῆ ὑπάλληλοι. <box>432 1298 675 1337</box>
headline-agriculture: ΟΙ ΕΠΙΤΥΧΟΝΤΕΣ ΕΙΣ ΤΗΝ ΑΝΩΤΑΤΗΝ ΓΕΩΠΟΝΙΚΗΝ <box>39 1854 418 1899</box>
section-head: ΘΕΣΠΡΩΤΙΑΣ <box>97 671 167 684</box>
result-cell: 78,41% <box>185 718 222 729</box>
result-cell: Ἐγγεγραμμένοι <box>41 770 119 782</box>
subheadline-results: ΤΑ ΑΝΑΚΟΙΝΩΘΕΝΤΑ ΧΘΕΣ ΑΠΟΤΕΛΕΣΜΑΤΑ <box>89 296 369 311</box>
result-cell: 1389 <box>149 696 173 708</box>
result-row <box>234 423 418 434</box>
article-body: τό ἐπίπεδον τῶν ραδιενεργῶν οὐσιῶν ἔχει ὑπερβῆ τά ἀνεκτά ὅρια εἰς ὡρισμένας περιοχάς τῆς Εὐρώπης καί τῆς Ἀμερικῆς. Οἱ ἰατροί συνιστοῦν προσοχήν εἰς τήν διατροφήν τῶν βρεφῶν. <box>1366 421 1538 500</box>
result-cell: ΕΚ <box>236 327 248 339</box>
result-row <box>234 369 418 379</box>
headline-churches: Η ΡΩΣΙΑ ΕΙΣ ΤΟ ΠΑΓΚΟΣΜΙΟΝ ΣΥΜΒ. ΕΚΚΛΗΣΙΩΝ <box>1228 1743 1494 1776</box>
article-body: Ὁ Ἐλλάνος ἐκ μέρους τῆς Ἀμερικανικῆς Κυβερνήσεως ἐδήλωσεν ὅτι αἱ Ἡνωμέναι Πολιτεῖαι θά ἀποστείλουν βοήθειαν εἰς τούς πληγέντας. <box>932 1015 1171 1067</box>
results-table <box>39 770 224 802</box>
result-row <box>39 633 224 644</box>
result-cell: 86 <box>355 423 368 435</box>
article-body: ΙΩΑΝΝΙΝΑ, 4. (Τοῦ ἀνταποκριτοῦ μας). — Ἀνεκοινώθησαν ἀπό τήν Νομαρχίαν τά ἀποτελέσματα τῶν στρατιωτικῶν: Ἐγγεγραμμένοι 5666, Ἔγκυρα 5306. ΕΡΕ 4363, ΕΚ 834, ΠΑΜΕ 123. <box>234 654 418 734</box>
headline-promotions: ΠΡΟΑΓΩΓΑΙ ΕΙΣ ΑΝΤΙΣΜΗΝΑΡΧΟΥΣ <box>983 1900 1121 1934</box>
result-row <box>234 401 418 412</box>
result-cell: ΕΡΕ <box>236 401 254 413</box>
headline-bulgaria: ΤΟ ΒΟΥΛΓΑΡΙΚΟΝ ΣΥΝΤΑΓΜΑ ΠΡΟΣΑΡΜΟΖΕΤΑΙ ΠΡΟΣ ΤΑΣ ΑΠΟΦΑΣΕΙΣ ΤΟΥ Κ.Κ. ΤΗΣ ΣΟΒ. ΡΩΣΙΑΣ <box>451 519 1151 581</box>
result-cell: 12,70% <box>379 327 416 339</box>
result-row <box>39 505 224 515</box>
result-cell <box>369 390 418 401</box>
result-cell: Ψηφίσαντες <box>41 600 102 612</box>
result-cell: 794 <box>145 431 164 443</box>
article-body: ΛΕΥΚΩΣΙΑ, 4. (Ἀθ. Πρ.). — Ὁ κοινοτικός ἡγέτης τῶν Ἑλληνοκυπρίων ἐδήλωσεν ὅτι ἡ δύναμις τοῦ κομμουνιστικοῦ κόμματος ΑΚΕΛ δέν ηὐξήθη κατά τό τελευταῖον ἔτος, παρά τάς προσπαθείας αὐτοῦ. <box>1185 1629 1356 1722</box>
article-body: ΛΟΝΔΙΝΟΝ, 4. (Γαλλ. Πρ.). — Ὁ ὑπουργός τῆς Ἀμύνης ἐδήλωσεν εἰς τήν Βουλήν τῶν Κοινοτήτων ὅτι δέν ἔχει ληφθῆ εἰσέτι ἀπόφασις διά τό πρόγραμμα ἀμύνης μακρᾶς πνοῆς, τό ὁποῖον μελετᾶται ὑπό τῶν ἐπιτελῶν. <box>1185 1465 1356 1570</box>
headline-epidemics: ΑΠΕΙΛΟΥΝΤΑΙ ΕΠΙΔΗΜΙΑΙ ΕΙΣ ΤΗΝ ΕΠΙΠΛΗΘΕΙΣΑΝ ΜΠΕΛΙΖΕ ΤΗΣ ΟΝΔΟΥΡΑΣ <box>943 855 1160 905</box>
result-cell: Ἔγκυρα <box>41 442 78 453</box>
section-head: ΠΥΡΑ ΠΡΟΥΒΟΛΙΚΟΥ <box>742 2019 865 2034</box>
result-cell: Ἐγγεγραμμένοι <box>41 685 119 697</box>
result-cell: ΠΑΜΕ <box>236 338 260 350</box>
article-body: Ὁ Τοῦρκος ἀνταποκριτής τῆς «Τζουμχουριέτ» γράφει ὅτι ἡ ἐπιστροφή τοῦ κ. Καραμανλῆ εἰς τήν ἐξουσίαν εἶναι εὐχάριστος εἴδησις διά τήν Τουρκίαν, ἐπειδή θά συνεχισθῆ ἡ πολιτική τῆς συνεργασίας εἰς τά πλαίσια τοῦ ΝΑΤΟ. <box>932 1346 1171 1425</box>
result-cell: ΠΑΜΕ <box>41 739 66 751</box>
headline-accident: ΕΙΣ ΝΕΚΡΟΣ ΚΑΙ 11 ΤΡΑΥΜΑΤΙΑΙ ΑΠΟ ΤΡΟΧΟΦΟΡΑ <box>439 1429 668 1463</box>
result-cell: 82,72% <box>185 452 222 464</box>
result-cell: Ἐγγεγραμμένοι <box>41 589 119 601</box>
result-cell: 2800 <box>343 369 368 380</box>
result-cell: 17,52% <box>379 412 416 424</box>
result-cell: 7677 <box>314 316 340 328</box>
section-head: ΥΠΟΔΙΟΙΚΗΣΙΣ Ν. ΘΕΣΣΑΛΟΝΙΚΗΣ <box>41 576 222 588</box>
results-table <box>39 685 224 750</box>
column-rule <box>1178 122 1179 2320</box>
result-cell: 1380 <box>149 707 173 718</box>
result-cell: ΕΚ <box>41 728 54 740</box>
article-note: Ἐλλείπουν εἰσέτι τά ἀποτελέσματα τῶν περιφερειῶν Α' καί Β' Ἀθηνῶν, Πειραιῶς, Ἀνατολικῆς καί Δυτικῆς Ἀττικῆς, Εὐβοίας, Κορινθίας, Δωδεκανήσου, Κυκλάδων καί Χαλκιδικῆς. <box>234 440 418 531</box>
result-row <box>39 728 224 739</box>
section-head: ΚΙΛΚΙΣ <box>113 756 150 769</box>
article-body: Ναρκισσόη Ἀναστασία, Νικολόπουλος Ἰωάννης, Ξενάκη Μαρία, Ὀρφανοῦ Ἑλένη, Παπαδάκη Σοφία, Ρήγα Αἰκατερίνη, Σαββίδου Ἄννα, Τσακίρη Βασιλική, Φιλίππου Δήμητρα, Χριστοδούλου Ζωή, Ψαρρᾶ Εὐαγγελία. <box>234 1635 418 1741</box>
headline-pame: ΑΙ ΧΟΕΣΙΝΑΙ ΝΕΑΙ ΚΑΤΑΓΓΕΛΙΑΙ ΤΟΥ Π.ΑΜ.Ε. ΔΙΑ ΣΥΓΚΕΚΡΙΜΕΝΑΣ ΠΑΡΑΒΑΣΕΙΣ ΚΑΤΑ ΤΑΣ ΕΚΛΟΓΑΣ <box>45 1369 412 1436</box>
subheadline-health: ΑΠΕΙΛΕΙΤΑΙ ΕΝΤΟΣ ΤΟΥ ΚΙΝΔΥΝΟΥ Η ΥΓΕΙΑ ΤΩΝ ΠΑΙΔΙΩΝ ΟΛΟΥ ΤΟΥ ΚΟΣΜΟΥ <box>1192 264 1531 289</box>
headline-germany: ΕΠΗΛΘΕ ΤΕΛΙΚΗ ΣΥΜΦΩΝΙΑ ΔΙΑ ΝΕΑΝ ΚΥΒΕΡΝΗΣΙΝ ΕΙΣ ΤΗΝ ΔΥΤ. ΓΕΡΜΑΝΙΑΝ <box>434 764 672 813</box>
result-cell: 719 <box>155 633 173 645</box>
column-rule <box>424 122 425 2320</box>
result-cell <box>174 589 224 600</box>
article-body: ΑΚΚΡΑ, 4. (Γιουνάϊτεντ). — Ἄγνωστοι ἐτοποθέτησαν βόμβας εἰς τόν ἀνδριάντα, ὁ ὁποῖος κατεστράφη ἐντελῶς. <box>432 1383 675 1422</box>
result-cell: Ψηφίσαντες <box>41 696 102 708</box>
result-cell: 5666 <box>149 505 173 516</box>
headline-annul: ΑΚΥΡΩΣΙΝ ΤΩΝ ΕΚΛΟΓΩΝ ΖΗΤΕΙ Η ΑΚΡΑ ΑΡΙΣΤΕΡΑ <box>435 1062 671 1095</box>
result-cell <box>174 600 224 611</box>
article-body: ΤΟΚΙΟ, 4. (Γαλλ. Πρ.). — Ἔληξαν σήμερον αἱ οἰκονομικαί συνομιλίαι μεταξύ τῶν ἀντιπροσωπειῶν τῆς Ἰαπωνίας καί τῶν Ἡνωμένων Πολιτειῶν. Εἰς τό ἐκδοθέν ἀνακοινωθέν τονίζεται ἡ ἀνάγκη στενωτέρας συνεργασίας εἰς τόν τομέα τοῦ ἐμπορίου. <box>1185 1091 1356 1210</box>
article-body: πράγματος ἐβεβαίωσεν ὅτι αἱ ἀμερικανικαί ὑγειονομικαί ὑπηρεσίαι παρακολουθοῦν στενῶς τήν κατάστασιν. Αἱ μετρήσεις ἔδειξαν ὅτι ἡ ραδιενέργεια εἰς τήν ἀτμόσφαιραν ηὐξήθη σημαντικῶς κατά τούς τελευταίους μῆνας. <box>1366 294 1538 413</box>
article-body: ΛΟΝΔΙΝΟΝ, 4. (Ρώυτερ). — Ὁ Βρεταννός ὑπουργός τῶν Ἐξωτερικῶν λόρδος Χιούμ ἐδήλωσεν ὅτι ἡ βρεταννική πυρηνική δύναμις εἶναι ἱκανή νά ἐξαφανίση τάς μεγαλυτέρας πόλεις τῆς Σοβιετικῆς Ἑνώσεως. Ὁ κ. Χιούμ προσέθεσεν ὅτι ἡ Δύσις δέν θά ἐπιτρέψη εἰς τήν Μόσχαν νά ἐπιβάλη τούς ὅρους της διά τό Βερολῖνον. <box>684 856 924 963</box>
result-cell: ΠΑΜΕ <box>41 559 66 571</box>
headline-traffic: ΕΠΕΚΤΟΠΟΙ ΜΕΤΑΒΟΛΑΙ ΤΩΝ ΣΥΓΚΟΙΝΩΝΙΩΝ ΕΙΣ ΤΗΝ ΠΛΑΤΕΙΑΝ ΒΑΘΗΣ <box>696 1816 912 1865</box>
result-row <box>39 526 224 537</box>
result-cell: 123 <box>155 559 173 571</box>
article-body: πραγματεύσεις, ἀλλά τώρα φαίνεται ὅτι ἀνέλαβον ὁ ἴδιος τήν πρωτοβουλίαν. Ἄλλ' ὁ κ. Μπενκέντα ἐδήλωσεν ὅτι ἡ Γαλλία θά πρέπει νά ἀναγνωρίση τήν ἀκεραιότητα τοῦ ἀλγερινοῦ ἐδάφους. <box>234 1202 418 1295</box>
subheadline-cloud: ΤΟ ΡΑΔΙΕΝΕΡΓΟΝ ΝΕΦΟΣ ΥΠΕΡ ΤΟΝ ΚΑΝΑΔΑΝ <box>1234 615 1488 628</box>
result-row <box>39 707 224 718</box>
article-body: Σχετικῶς ἐκ τῆς Ἑνώσεως Κέντρου ἐκοινοποιήθη ὅτι ἡ μία ἕδρα ἀνήκει εἰς αὐτό. <box>432 1663 675 1689</box>
result-cell: ΠΑΜΕ <box>236 423 260 435</box>
result-cell: 15,00% <box>185 463 222 475</box>
result-cell: 4363 <box>149 537 173 549</box>
masthead-date-line: ΚΥΡΙΑΚΗ 5 ΝΟΕΜΒΡΙΟΥ 1961 ΣΕΛΙΣ 12 ΓΡΑΦΕΙΑ: ΕΛΕΥΘΕΡΙΟΥ ΒΕΝΙΖΕΛΟΥ 20 <box>47 93 660 107</box>
headline-teachers: ΔΙΟΡΙΣΜΟΙ ΝΕΩΝ ΔΗΜΟΔΙΔΑΣΚΑΛΩΝ <box>980 1815 1124 1849</box>
result-cell: 4038 <box>149 622 173 634</box>
result-row <box>234 390 418 401</box>
result-row <box>39 791 224 802</box>
result-cell: 0,36% <box>191 474 222 486</box>
article-body: ΡΑΜΠΑΤ, 4. (Γιουνάϊτεντ). — Οἱ Ἀλγερινοί ἀντάρται εἶναι διατεθειμένοι νά δεχθοῦν τήν ἐξάσκησιν τῆς χώρας των διά δημοψηφίσματος διά τήν αὐτοδιάθεσιν ὡς μέσον ἐπιτεύξεως τῆς ἀνεξαρτησίας. Ὁ ἀλγερινός πρωθυπουργός κ. Μπενκέντα ἐδήλωσεν ὅτι ἡ προσωρινή κυβέρνησις δέχεται τόν διάλογον. <box>39 1202 224 1347</box>
result-cell: 96 <box>161 644 173 655</box>
result-cell: 9907 <box>191 781 216 792</box>
result-cell: 3 <box>157 474 164 486</box>
